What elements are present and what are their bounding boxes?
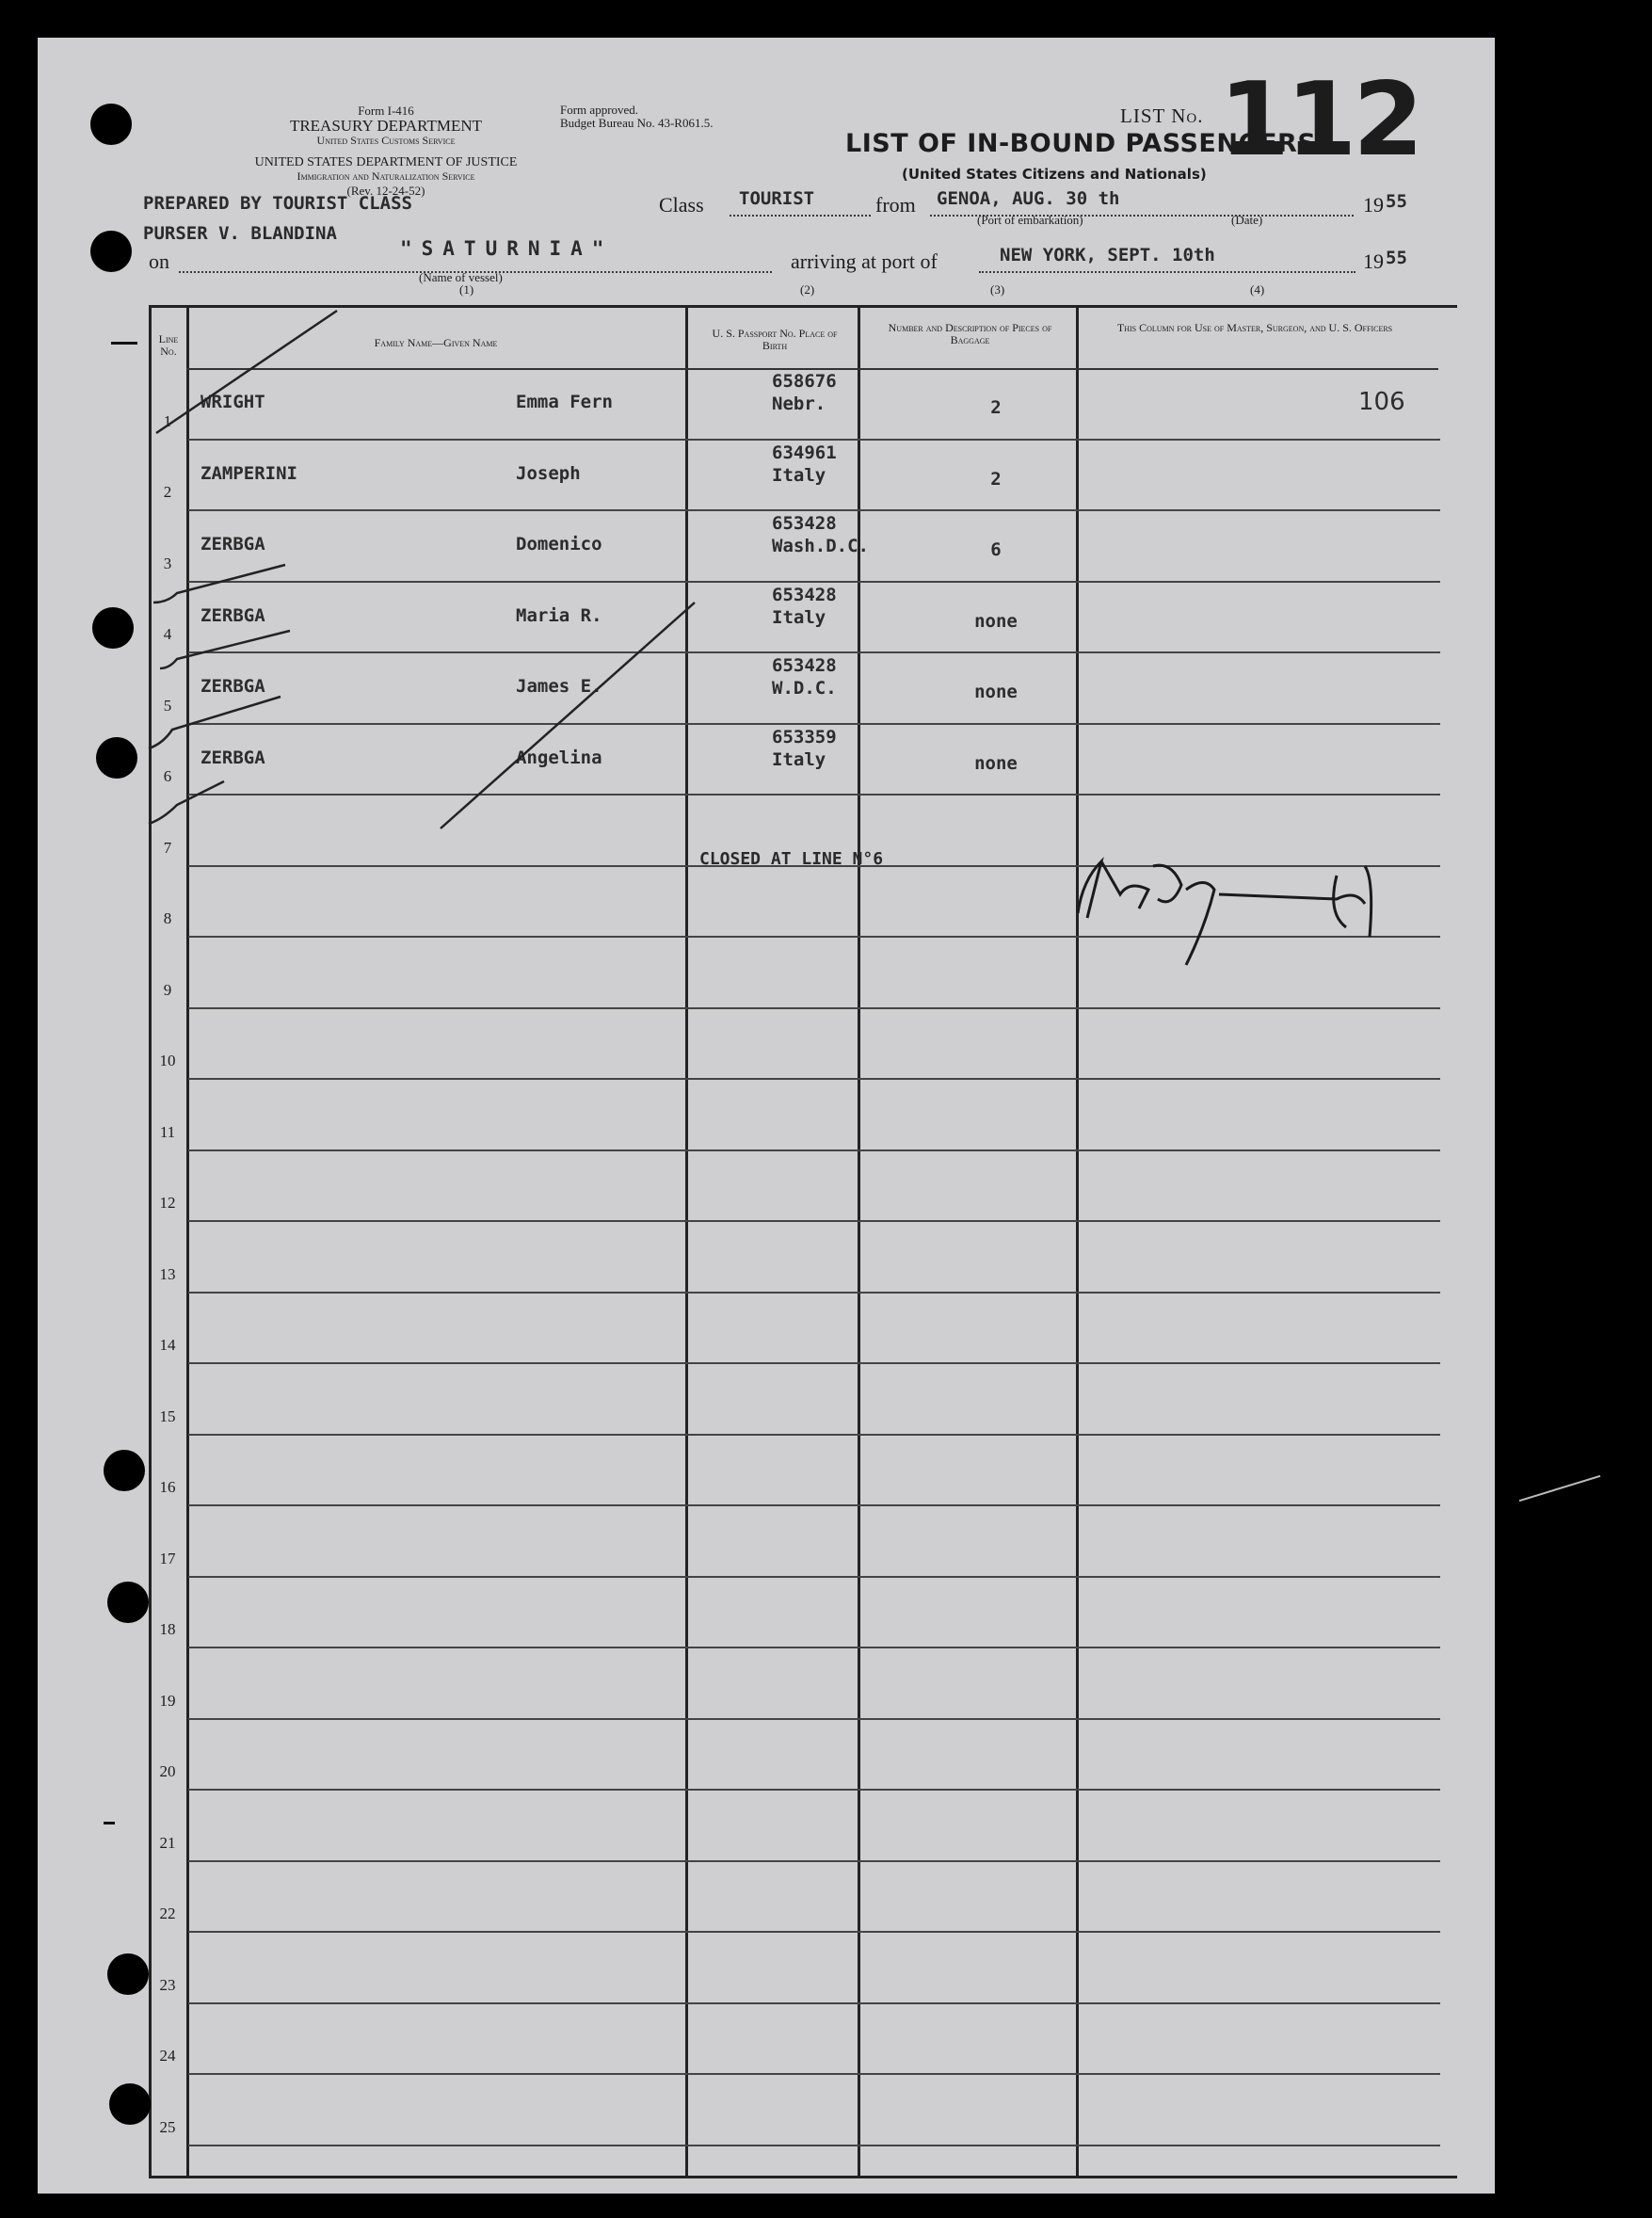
line-number: 25 xyxy=(159,2117,176,2136)
line-number: 12 xyxy=(159,1194,176,1212)
place-of-birth: W.D.C. xyxy=(772,678,837,699)
arriving-value: NEW YORK, SEPT. 10th xyxy=(1000,245,1215,265)
baggage-count: 2 xyxy=(990,468,1002,490)
family-name: ZERBGA xyxy=(200,676,265,697)
row-rule xyxy=(188,1434,1440,1436)
form-page xyxy=(38,38,1495,2194)
given-name: Angelina xyxy=(516,747,602,768)
given-name: Maria R. xyxy=(516,604,602,626)
line-number: 22 xyxy=(159,1905,176,1922)
from-label: from xyxy=(875,193,916,217)
page-title: LIST OF IN-BOUND PASSENGERS xyxy=(845,129,1317,158)
punch-hole xyxy=(104,1450,145,1491)
prepared-by: PREPARED BY TOURIST CLASS xyxy=(143,193,412,214)
ins-service: Immigration and Naturalization Service xyxy=(297,169,475,183)
place-of-birth: Italy xyxy=(772,606,826,628)
punch-hole xyxy=(107,1953,149,1995)
header-passport: U. S. Passport No. Place of Birth xyxy=(712,327,838,352)
punch-hole xyxy=(107,1582,149,1623)
row-rule xyxy=(188,1576,1440,1578)
header-name: Family Name—Given Name xyxy=(374,336,498,349)
year2-value: 55 xyxy=(1386,248,1407,268)
col-number-4: (4) xyxy=(1250,282,1265,297)
baggage-count: none xyxy=(974,752,1018,774)
line-number: 16 xyxy=(159,1478,176,1496)
punch-hole xyxy=(90,104,132,145)
on-label: on xyxy=(149,249,169,273)
justice-dept: UNITED STATES DEPARTMENT OF JUSTICE xyxy=(254,155,518,169)
officer-note: 106 xyxy=(1358,388,1405,416)
col-number-3: (3) xyxy=(990,282,1005,297)
line-number: 18 xyxy=(159,1620,176,1638)
closed-note: CLOSED AT LINE N°6 xyxy=(699,849,884,869)
port-caption: (Port of embarkation) xyxy=(977,213,1083,227)
line-number: 19 xyxy=(159,1691,176,1710)
list-number: 112 xyxy=(1219,61,1420,179)
line-number: 24 xyxy=(159,2047,176,2065)
given-name: Domenico xyxy=(516,534,602,554)
approval-block xyxy=(560,104,713,130)
header-line-no: Line No. xyxy=(158,332,179,358)
budget-bureau: Budget Bureau No. 43-R061.5. xyxy=(560,116,714,130)
punch-hole xyxy=(96,737,137,779)
row-rule xyxy=(188,1718,1440,1720)
row-rule xyxy=(188,1931,1440,1933)
row-rule xyxy=(188,1007,1440,1009)
class-value: TOURIST xyxy=(739,188,815,209)
row-rule xyxy=(188,2073,1440,2075)
col-number-2: (2) xyxy=(800,282,815,297)
edge-mark xyxy=(1519,1475,1601,1502)
passport-number: 658676 xyxy=(772,371,837,392)
form-number: Form I-416 xyxy=(358,104,414,118)
passport-number: 653428 xyxy=(772,513,837,534)
baggage-count: 2 xyxy=(990,397,1002,418)
line-number: 2 xyxy=(163,483,172,501)
row-rule xyxy=(188,1220,1440,1222)
line-number: 21 xyxy=(159,1833,176,1852)
line-number: 4 xyxy=(163,625,172,643)
line-number: 9 xyxy=(163,980,172,999)
family-name: ZERBGA xyxy=(200,747,265,768)
header-officers: This Column for Use of Master, Surgeon, and U. S. Officers xyxy=(1116,321,1393,334)
family-name: ZERBGA xyxy=(200,604,265,626)
row-rule xyxy=(188,2145,1440,2146)
header-baggage: Number and Description of Pieces of Baggage xyxy=(888,321,1052,346)
margin-mark xyxy=(104,1822,115,1824)
customs-service: United States Customs Service xyxy=(316,134,456,147)
line-number: 1 xyxy=(163,411,172,430)
line-number: 20 xyxy=(159,1762,176,1780)
line-number: 8 xyxy=(163,909,172,927)
date-caption: (Date) xyxy=(1231,213,1263,227)
line-number: 11 xyxy=(159,1122,176,1141)
from-value: GENOA, AUG. 30 th xyxy=(937,188,1120,209)
place-of-birth: Nebr. xyxy=(772,394,826,414)
family-name: ZERBGA xyxy=(200,534,265,554)
baggage-count: none xyxy=(974,610,1018,632)
line-number: 3 xyxy=(163,554,172,572)
class-label: Class xyxy=(659,193,704,217)
row-rule xyxy=(188,1078,1440,1080)
line-number: 23 xyxy=(159,1975,176,1994)
arriving-underline xyxy=(979,271,1355,273)
line-number: 17 xyxy=(159,1549,176,1567)
form-approved: Form approved. xyxy=(560,103,639,117)
family-name: WRIGHT xyxy=(200,392,265,412)
row-rule xyxy=(188,1789,1440,1791)
vessel-name: "SATURNIA" xyxy=(400,237,614,260)
punch-hole xyxy=(90,231,132,272)
table-bottom-rule xyxy=(149,2176,1457,2178)
place-of-birth: Italy xyxy=(772,748,826,770)
vessel-caption: (Name of vessel) xyxy=(419,270,503,284)
baggage-count: none xyxy=(974,682,1018,702)
arriving-label: arriving at port of xyxy=(791,249,938,273)
given-name: Emma Fern xyxy=(516,392,613,412)
row-rule xyxy=(188,1292,1440,1294)
treasury-dept: TREASURY DEPARTMENT xyxy=(289,117,483,135)
place-of-birth: Italy xyxy=(772,464,826,486)
col-divider-baggage xyxy=(1076,305,1079,2178)
given-name: James E. xyxy=(516,676,602,697)
given-name: Joseph xyxy=(516,462,581,484)
line-number: 13 xyxy=(159,1264,176,1283)
row-rule xyxy=(188,1504,1440,1506)
row-rule xyxy=(188,1149,1440,1151)
purser: PURSER V. BLANDINA xyxy=(143,223,337,244)
line-number: 15 xyxy=(159,1406,176,1425)
line-number: 10 xyxy=(159,1052,176,1069)
revision: (Rev. 12-24-52) xyxy=(346,184,425,198)
check-marks xyxy=(111,292,770,857)
line-number: 6 xyxy=(163,767,172,785)
agency-block xyxy=(221,104,551,198)
vessel-col-number: (1) xyxy=(459,282,474,297)
page-subtitle: (United States Citizens and Nationals) xyxy=(902,166,1207,183)
row-rule xyxy=(188,1362,1440,1364)
place-of-birth: Wash.D.C. xyxy=(772,536,869,556)
passport-number: 653359 xyxy=(772,726,837,747)
passport-number: 653428 xyxy=(772,584,837,605)
line-number: 5 xyxy=(163,696,172,715)
passport-number: 653428 xyxy=(772,655,837,676)
line-number: 7 xyxy=(163,838,172,857)
list-number-label: LIST No. xyxy=(1120,104,1204,127)
punch-hole xyxy=(92,607,134,649)
col-divider-passport xyxy=(858,305,860,2178)
passport-number: 634961 xyxy=(772,442,837,463)
line-number: 14 xyxy=(159,1336,176,1354)
family-name: ZAMPERINI xyxy=(200,462,297,484)
row-rule xyxy=(188,1860,1440,1862)
year2-prefix: 19 xyxy=(1363,249,1384,273)
margin-mark xyxy=(111,342,137,345)
baggage-count: 6 xyxy=(990,539,1002,560)
punch-hole xyxy=(109,2083,151,2125)
class-underline xyxy=(730,215,871,217)
year1-prefix: 19 xyxy=(1363,193,1384,217)
row-rule xyxy=(188,2002,1440,2004)
row-rule xyxy=(188,1647,1440,1648)
officer-signature xyxy=(1064,824,1459,974)
year1-value: 55 xyxy=(1386,191,1407,212)
